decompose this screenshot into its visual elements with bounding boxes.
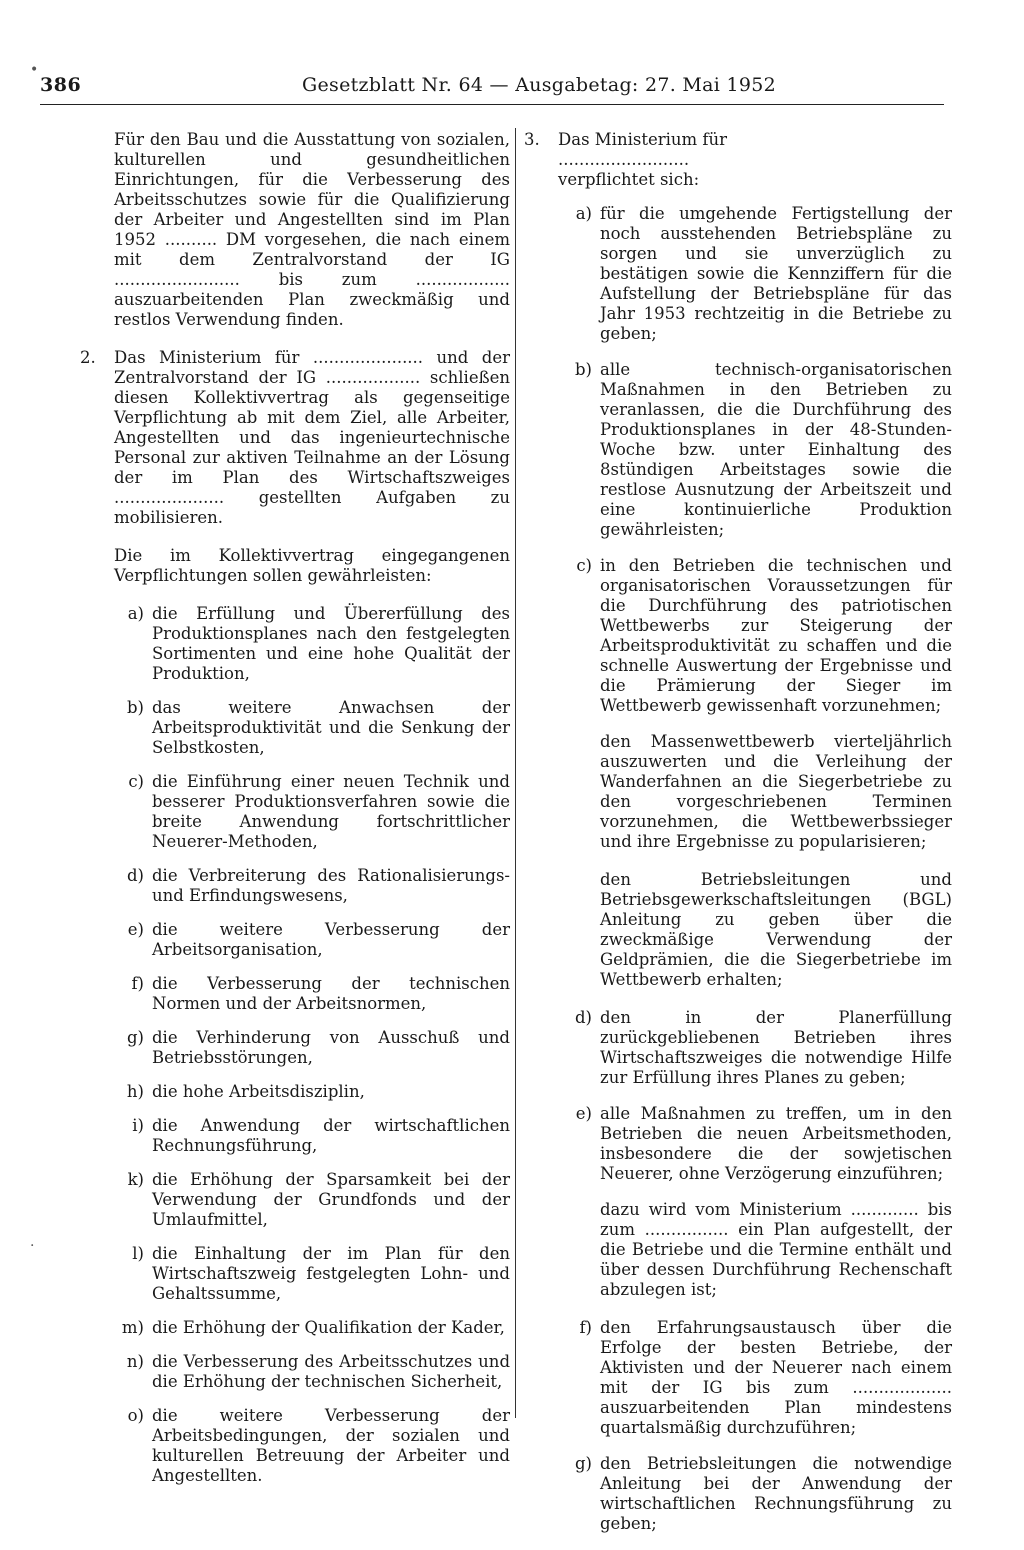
- left-column: [78, 130, 510, 1500]
- list-item-label: b): [127, 698, 144, 717]
- list-item: [74, 604, 510, 684]
- list-item: [522, 556, 952, 716]
- sub-paragraph: den Massenwettbewerb vierteljährlich auszuwerten und die Verleihung der Wanderfahnen an die Siegerbetriebe zu den vorgeschriebenen Terminen vorzunehmen, die Wettbewerbssieger und ihre Ergebnisse zu popularisieren;: [600, 732, 952, 851]
- section-2-text: Das Ministerium für ..................... und der Zentralvorstand der IG .................. schließen diesen Kollektivvertrag als gegenseitige Verpflichtung ab mit dem Ziel, alle Arbeiter, Angestellten und das ingenieurtechnische Personal zur aktiven Teilnahme an der Lösung der im Plan des Wirtschaftszweiges ..................... gestellten Aufgaben zu mobilisieren.: [114, 348, 510, 527]
- list-item: [74, 1244, 510, 1304]
- list-item-text: die Erhöhung der Sparsamkeit bei der Verwendung der Grundfonds und der Umlaufmittel,: [152, 1170, 510, 1229]
- list-item: [74, 866, 510, 906]
- sub-paragraph: dazu wird vom Ministerium ............. bis zum ................ ein Plan aufgestellt, der die Betriebe und die Termine enthält und über dessen Durchführung Rechenschaft abzulegen ist;: [600, 1200, 952, 1299]
- list-item-text: die Anwendung der wirtschaftlichen Rechnungsführung,: [152, 1116, 510, 1155]
- ministry-duty-list: [522, 204, 952, 716]
- list-item: [74, 1116, 510, 1156]
- list-item-label: c): [128, 772, 144, 791]
- list-item: [522, 1454, 952, 1534]
- list-item-text: den Erfahrungsaustausch über die Erfolge der besten Betriebe, der Aktivisten und der Neuerer nach einem mit der IG bis zum ................... auszuarbeitenden Plan mindestens quartalsmäßig durchzuführen;: [600, 1318, 952, 1437]
- list-item-text: in den Betrieben die technischen und organisatorischen Voraussetzungen für die Durchführung des patriotischen Wettbewerbs zur Steigerung der Arbeitsproduktivität zu schaffen und die schnelle Auswertung der Ergebnisse und die Prämierung der Sieger im Wettbewerb gewissenhaft vorzunehmen;: [600, 556, 952, 715]
- running-title: Gesetzblatt Nr. 64 — Ausgabetag: 27. Mai 1952: [302, 74, 777, 96]
- list-item-text: den in der Planerfüllung zurückgebliebenen Betrieben ihres Wirtschaftszweiges die notwendige Hilfe zur Erfüllung ihres Planes zu geben;: [600, 1008, 952, 1087]
- list-item-label: o): [127, 1406, 144, 1425]
- list-item-text: die Einhaltung der im Plan für den Wirtschaftszweig festgelegten Lohn- und Gehaltssumme,: [152, 1244, 510, 1303]
- list-item: [522, 1008, 952, 1088]
- section-number: 3.: [524, 130, 540, 149]
- section-2: [78, 348, 510, 586]
- list-item: [74, 1028, 510, 1068]
- list-item: [74, 772, 510, 852]
- list-item-text: alle Maßnahmen zu treffen, um in den Betrieben die neuen Arbeitsmethoden, insbesondere die der sowjetischen Neuerer, ohne Verzögerung einzuführen;: [600, 1104, 952, 1183]
- list-item-label: g): [575, 1454, 592, 1473]
- column-divider: [515, 128, 516, 1418]
- list-item: [522, 1318, 952, 1438]
- obligation-list: [74, 604, 510, 1486]
- list-item: [522, 204, 952, 344]
- list-item-label: b): [575, 360, 592, 379]
- list-item-label: k): [127, 1170, 144, 1189]
- list-item-label: c): [576, 556, 592, 575]
- scan-speck: •: [30, 62, 39, 78]
- list-item-text: die Verbesserung der technischen Normen und der Arbeitsnormen,: [152, 974, 510, 1013]
- section-number: 2.: [80, 348, 96, 367]
- list-item-label: d): [127, 866, 144, 885]
- list-item: [74, 1406, 510, 1486]
- list-item-text: die Verbesserung des Arbeitsschutzes und die Erhöhung der technischen Sicherheit,: [152, 1352, 510, 1391]
- list-item-label: e): [127, 920, 144, 939]
- scan-speck: ·: [30, 1238, 35, 1254]
- list-item: [74, 1082, 510, 1102]
- ministry-duty-list: [522, 1318, 952, 1534]
- list-item-label: h): [126, 1082, 144, 1101]
- list-item-text: den Betriebsleitungen die notwendige Anleitung bei der Anwendung der wirtschaftlichen Rechnungsführung zu geben;: [600, 1454, 952, 1533]
- list-item-text: die Erfüllung und Übererfüllung des Produktionsplanes nach den festgelegten Sortimenten und eine hohe Qualität der Produktion,: [152, 604, 510, 683]
- list-item-label: a): [575, 204, 592, 223]
- right-column: [522, 130, 952, 1550]
- list-item: [74, 920, 510, 960]
- list-item: [522, 360, 952, 540]
- section-3: [522, 130, 952, 190]
- sub-paragraph: den Betriebsleitungen und Betriebsgewerkschaftsleitungen (BGL) Anleitung zu geben über die zweckmäßige Verwendung der Geldprämien, die die Siegerbetriebe im Wettbewerb erhalten;: [600, 870, 952, 989]
- list-item-label: a): [127, 604, 144, 623]
- list-item: [74, 698, 510, 758]
- list-item-label: f): [131, 974, 144, 993]
- list-item: [74, 1170, 510, 1230]
- list-item: [74, 1318, 510, 1338]
- list-item-label: n): [126, 1352, 144, 1371]
- list-item-text: die Einführung einer neuen Technik und besserer Produktionsverfahren sowie die breite Anwendung fortschrittlicher Neuerer-Methoden,: [152, 772, 510, 851]
- list-item-text: für die umgehende Fertigstellung der noch ausstehenden Betriebspläne zu sorgen und sie unverzüglich zu bestätigen sowie die Kennziffern für die Aufstellung der Betriebspläne für das Jahr 1953 rechtzeitig in die Betriebe zu geben;: [600, 204, 952, 343]
- section-2-lead: Die im Kollektivvertrag eingegangenen Verpflichtungen sollen gewährleisten:: [114, 546, 510, 585]
- list-item-text: die weitere Verbesserung der Arbeitsbedingungen, der sozialen und kulturellen Betreuung der Arbeiter und Angestellten.: [152, 1406, 510, 1485]
- list-item: [522, 1104, 952, 1184]
- list-item: [74, 974, 510, 1014]
- list-item-text: die Verbreiterung des Rationalisierungs- und Erfindungswesens,: [152, 866, 510, 905]
- intro-paragraph: Für den Bau und die Ausstattung von sozialen, kulturellen und gesundheitlichen Einrichtungen, für die Verbesserung des Arbeitsschutzes sowie für die Qualifizierung der Arbeiter und Angestellten sind im Plan 1952 .......... DM vorgesehen, die nach einem mit dem Zentralvorstand der IG ........................ bis zum .................. auszuarbeitenden Plan zweckmäßig und restlos Verwendung finden.: [114, 130, 510, 329]
- section-3-text: Das Ministerium für ......................... verpflichtet sich:: [558, 130, 728, 189]
- list-item-text: das weitere Anwachsen der Arbeitsproduktivität und die Senkung der Selbstkosten,: [152, 698, 510, 757]
- ministry-duty-list: [522, 1008, 952, 1184]
- list-item-label: d): [575, 1008, 592, 1027]
- list-item-label: f): [579, 1318, 592, 1337]
- list-item-text: die Verhinderung von Ausschuß und Betriebsstörungen,: [152, 1028, 510, 1067]
- list-item-label: g): [127, 1028, 144, 1047]
- list-item-label: l): [132, 1244, 144, 1263]
- list-item-label: m): [121, 1318, 144, 1337]
- page-number: 386: [40, 74, 82, 96]
- list-item-text: die hohe Arbeitsdisziplin,: [152, 1082, 365, 1101]
- list-item: [74, 1352, 510, 1392]
- page-header: [40, 74, 944, 105]
- list-item-text: die Erhöhung der Qualifikation der Kader,: [152, 1318, 505, 1337]
- list-item-text: alle technisch-organisatorischen Maßnahmen in den Betrieben zu veranlassen, die die Durchführung des Produktionsplanes in der 48-Stunden-Woche bzw. unter Einhaltung des 8stündigen Arbeitstages sowie die restlose Ausnutzung der Arbeitszeit und eine kontinuierliche Produktion gewährleisten;: [600, 360, 952, 539]
- list-item-label: i): [132, 1116, 144, 1135]
- list-item-label: e): [575, 1104, 592, 1123]
- list-item-text: die weitere Verbesserung der Arbeitsorganisation,: [152, 920, 510, 959]
